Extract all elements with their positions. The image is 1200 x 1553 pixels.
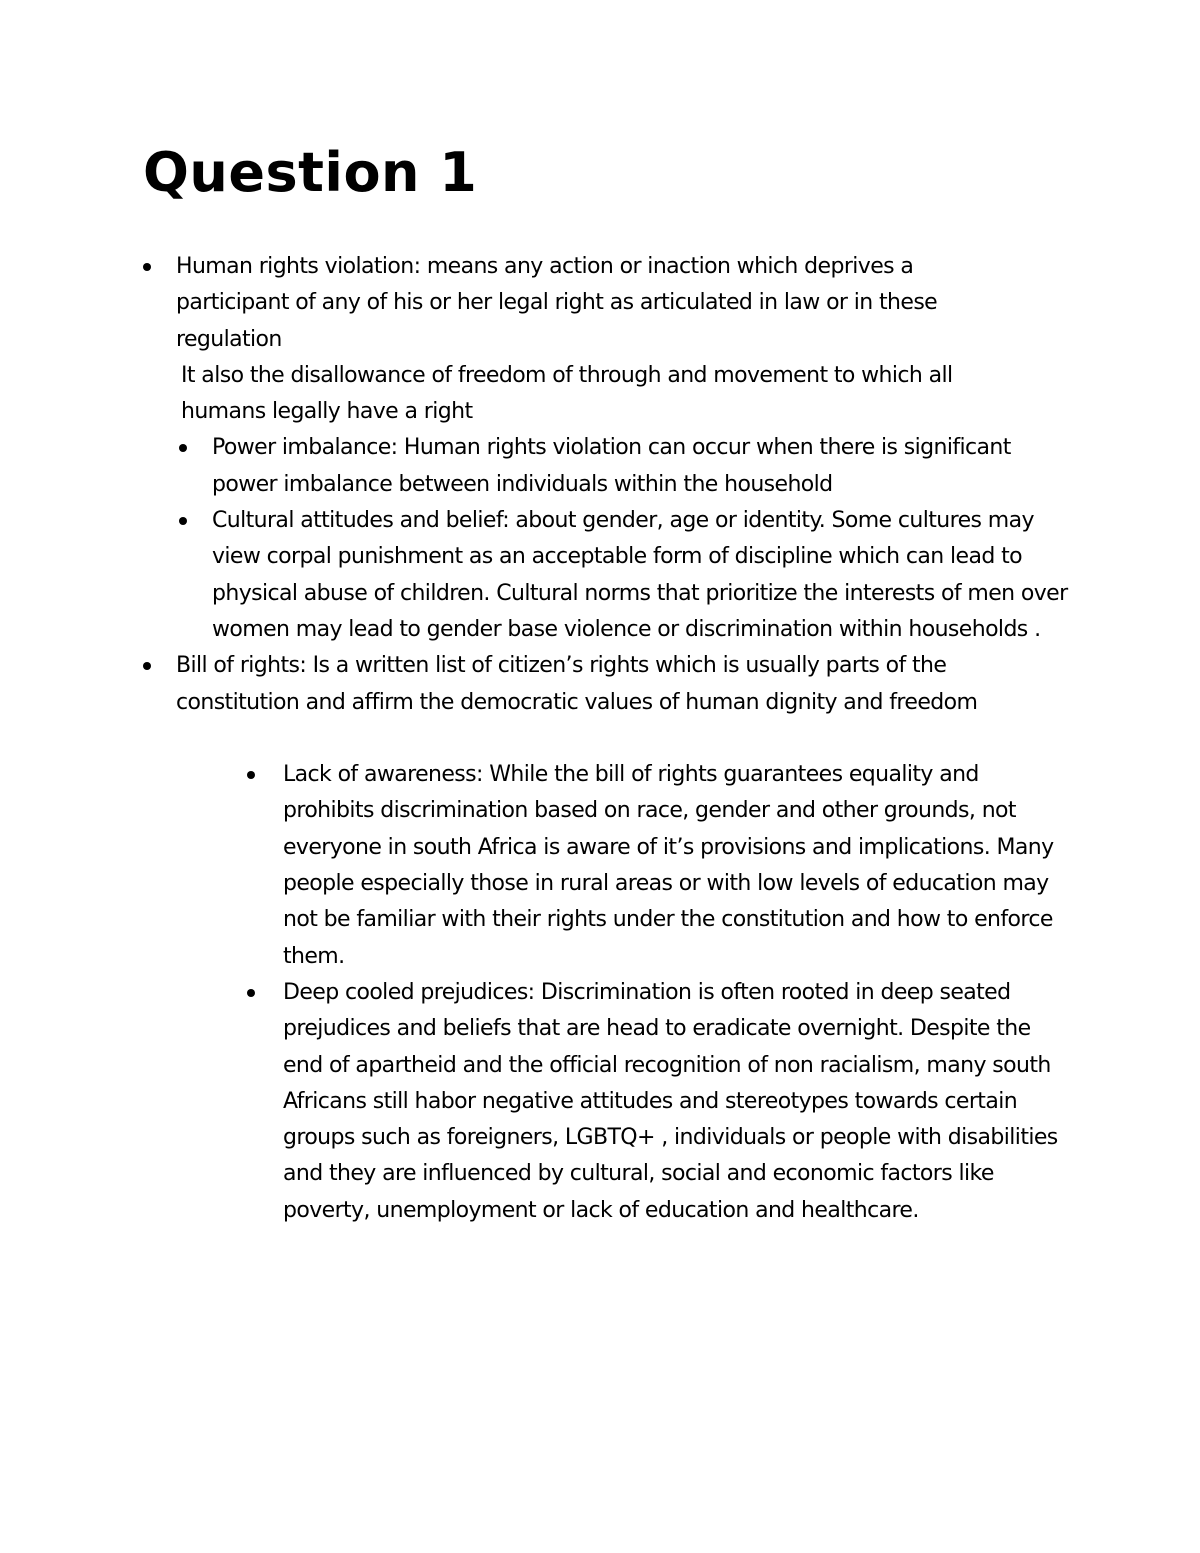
bullet-icon <box>179 517 187 525</box>
list-item-text: Bill of rights: Is a written list of citizen’s rights which is usually parts of the constitution and affirm the democratic values of human dignity and freedom <box>176 653 978 715</box>
list-item-lack-of-awareness <box>283 757 1063 975</box>
list-item-cultural-attitudes <box>212 503 1072 648</box>
blank-line <box>0 721 1200 757</box>
list-item-text: Human rights violation: means any action or inaction which deprives a participant of any of his or her legal right as articulated in law or in these regulation <box>176 254 938 352</box>
paragraph-continuation: It also the disallowance of freedom of through and movement to which all humans legally have a right <box>181 362 953 425</box>
document-body <box>0 249 1200 1229</box>
bullet-icon <box>143 263 151 271</box>
bullet-icon <box>179 444 187 452</box>
bullet-icon <box>247 771 255 779</box>
bullet-icon <box>247 989 255 997</box>
list-item-power-imbalance <box>212 430 1072 503</box>
list-item-text: Lack of awareness: While the bill of rights guarantees equality and prohibits discrimination based on race, gender and other grounds, not everyone in south Africa is aware of it’s provisions and implications. Many people especially those in rural areas or with low levels of education may not be familiar with their rights under the constitution and how to enforce them. <box>283 762 1054 969</box>
list-item-deep-cooled-prejudices <box>283 975 1063 1229</box>
list-item-text: Cultural attitudes and belief: about gender, age or identity. Some cultures may view corpal punishment as an acceptable form of discipline which can lead to physical abuse of children. Cultural norms that prioritize the interests of men over women may lead to gender base violence or discrimination within households . <box>212 508 1068 642</box>
bullet-icon <box>143 662 151 670</box>
list-item-human-rights-violation <box>176 249 1006 358</box>
list-item-text: Power imbalance: Human rights violation can occur when there is significant power imbalance between individuals within the household <box>212 435 1011 497</box>
list-item-bill-of-rights <box>176 648 1006 721</box>
list-item-text: Deep cooled prejudices: Discrimination is often rooted in deep seated prejudices and beliefs that are head to eradicate overnight. Despite the end of apartheid and the official recognition of non racialism, many south Africans still habor negative attitudes and stereotypes towards certain groups such as foreigners, LGBTQ+ , individuals or people with disabilities and they are influenced by cultural, social and economic factors like poverty, unemployment or lack of education and healthcare. <box>283 979 1058 1223</box>
page-title: Question 1 <box>143 141 478 204</box>
